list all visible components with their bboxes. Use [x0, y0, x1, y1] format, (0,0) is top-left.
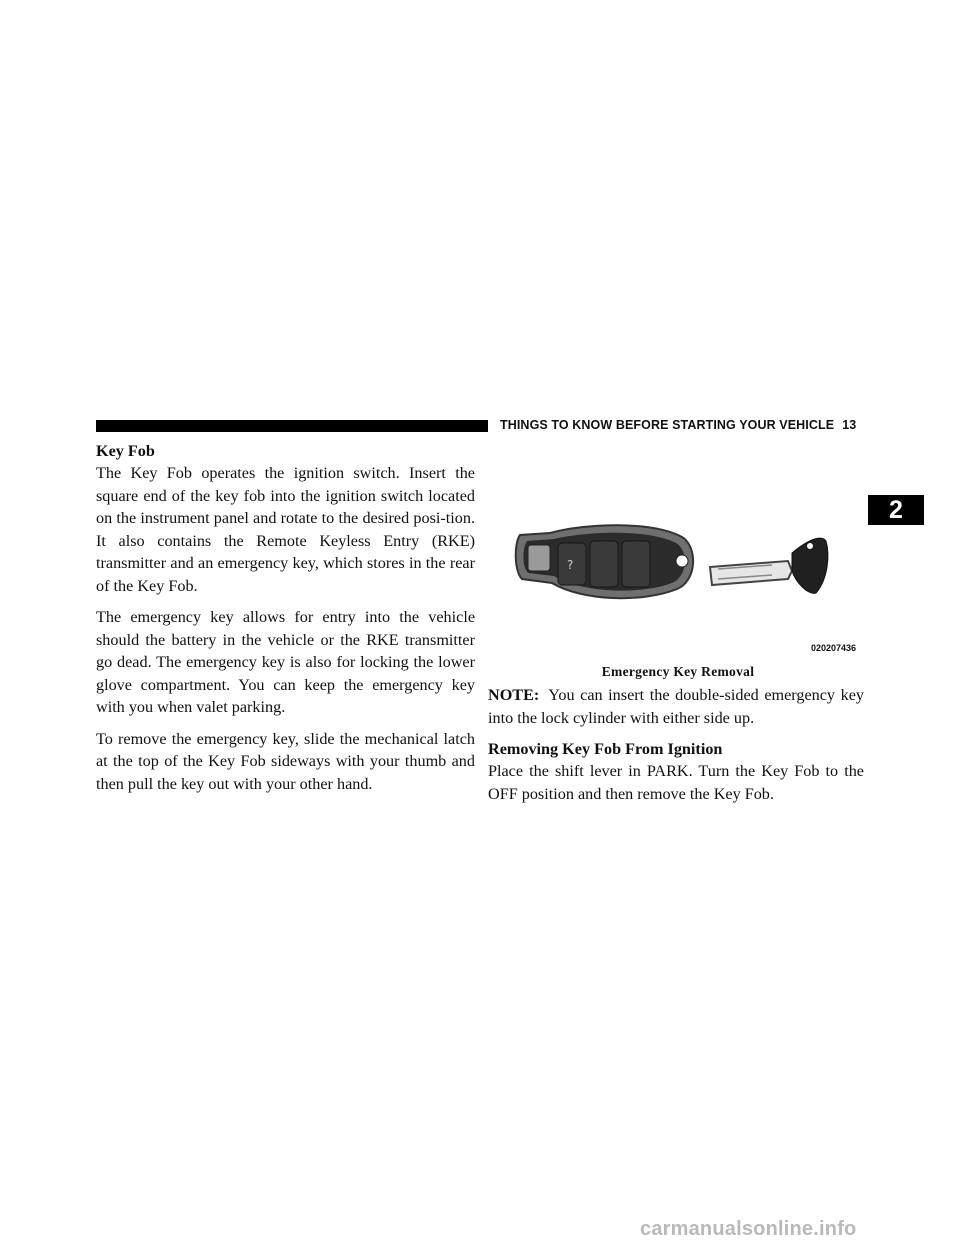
- removal-paragraph: Place the shift lever in PARK. Turn the Key Fob to the OFF position and then remove the Key Fob.: [488, 762, 864, 803]
- key-fob-illustration: [492, 443, 864, 659]
- paragraph-3: To remove the emergency key, slide the mechanical latch at the top of the Key Fob sideways with your thumb and then pull the key out with your other hand.: [96, 729, 475, 793]
- figure-code: 020207436: [810, 643, 856, 653]
- header-rule: [96, 420, 488, 432]
- left-column: [96, 440, 475, 804]
- emergency-key-figure: [492, 443, 864, 659]
- note-label: NOTE:: [488, 686, 540, 704]
- watermark: carmanualsonline.info: [640, 1218, 857, 1240]
- paragraph-2: The emergency key allows for entry into the vehicle should the battery in the vehicle or the RKE transmitter go dead. The emergency key is also for locking the lower glove compartment. You can keep the emergency key with you when valet parking.: [96, 608, 475, 716]
- section-title: THINGS TO KNOW BEFORE STARTING YOUR VEHICLE: [500, 418, 835, 432]
- key-fob-icon: [516, 525, 693, 598]
- page-number: 13: [842, 418, 857, 432]
- chapter-tab[interactable]: 2: [868, 495, 924, 525]
- removing-key-fob-heading: Removing Key Fob From Ignition: [488, 740, 723, 758]
- note-text: You can insert the double-sided emergency key into the lock cylinder with either side up.: [488, 686, 864, 727]
- emergency-key-icon: [710, 538, 828, 593]
- paragraph-1: The Key Fob operates the ignition switch. Insert the square end of the key fob into the ignition switch located on the instrument panel and rotate to the desired posi-tion. It also contains the Remote Keyless Entry (RKE) transmitter and an emergency key, which stores in the rear of the Key Fob.: [96, 464, 475, 595]
- svg-text:?: ?: [567, 558, 574, 572]
- running-header: [500, 418, 866, 432]
- figure-caption: Emergency Key Removal: [601, 664, 755, 679]
- key-fob-heading: Key Fob: [96, 442, 155, 460]
- note-paragraph: [488, 684, 864, 729]
- right-column: [488, 684, 864, 814]
